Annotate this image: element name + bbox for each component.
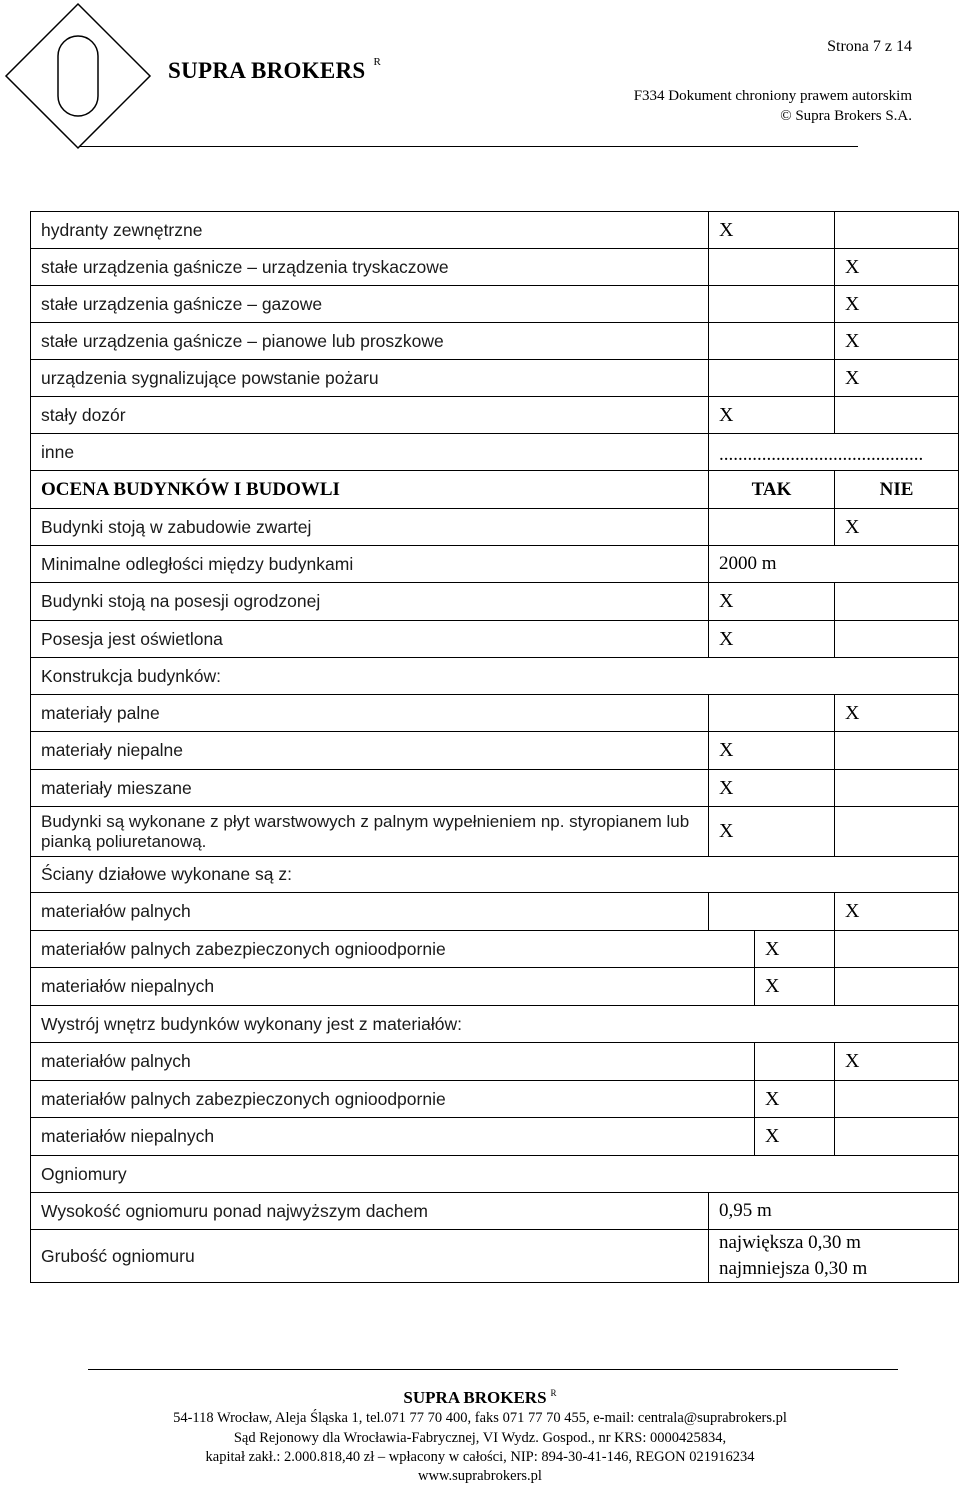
header-info <box>634 86 912 126</box>
nie-cell: X <box>835 695 959 732</box>
thickness-value <box>709 1230 959 1283</box>
row-label: materiałów palnych zabezpieczonych ognioodpornie <box>31 1081 755 1118</box>
nie-cell <box>835 968 959 1006</box>
nie-cell <box>835 583 959 621</box>
tak-cell: X <box>709 732 835 770</box>
table-row <box>31 695 959 732</box>
tak-cell: X <box>709 807 835 857</box>
distance-value: 2000 m <box>709 546 959 583</box>
subsection-row <box>31 1156 959 1193</box>
thickness-max: największa 0,30 m <box>719 1232 861 1253</box>
tak-cell: X <box>755 968 835 1006</box>
height-value: 0,95 m <box>709 1193 959 1230</box>
subsection-label: Ściany działowe wykonane są z: <box>31 857 959 893</box>
tak-cell <box>709 360 835 397</box>
row-label: materiałów palnych <box>31 1043 755 1081</box>
table-row <box>31 360 959 397</box>
row-label: Wysokość ogniomuru ponad najwyższym dachem <box>31 1193 709 1230</box>
nie-cell: X <box>835 509 959 546</box>
footer-registered-mark: R <box>550 1388 557 1399</box>
row-label: hydranty zewnętrzne <box>31 212 709 249</box>
nie-cell <box>835 212 959 249</box>
footer-address: 54-118 Wrocław, Aleja Śląska 1, tel.071 77 70 400, faks 071 77 70 455, e-mail: centrala@suprabrokers.pl <box>173 1410 787 1426</box>
row-label: stałe urządzenia gaśnicze – gazowe <box>31 286 709 323</box>
footer-website: www.suprabrokers.pl <box>418 1468 542 1484</box>
table-row <box>31 770 959 807</box>
nie-cell: X <box>835 249 959 286</box>
row-label: Budynki stoją w zabudowie zwartej <box>31 509 709 546</box>
row-label: Budynki stoją na posesji ogrodzonej <box>31 583 709 621</box>
tak-cell <box>755 1043 835 1081</box>
nie-cell <box>835 1081 959 1118</box>
tak-cell: X <box>709 397 835 434</box>
subsection-label: Ogniomury <box>31 1156 959 1193</box>
row-label: materiałów niepalnych <box>31 968 755 1006</box>
row-label: stałe urządzenia gaśnicze – pianowe lub proszkowe <box>31 323 709 360</box>
subsection-row <box>31 658 959 695</box>
table-row <box>31 509 959 546</box>
table-row <box>31 212 959 249</box>
footer-court: Sąd Rejonowy dla Wrocławia-Fabrycznej, VI Wydz. Gospod., nr KRS: 0000425834, <box>233 1430 727 1446</box>
tak-cell <box>709 323 835 360</box>
footer-capital: kapitał zakł.: 2.000.818,40 zł – wpłacony w całości, NIP: 894-30-41-146, REGON 021916234 <box>205 1449 755 1465</box>
tak-cell <box>709 695 835 732</box>
table-row <box>31 1118 959 1156</box>
row-label: materiałów niepalnych <box>31 1118 755 1156</box>
row-label: Posesja jest oświetlona <box>31 621 709 658</box>
header-brand: SUPRA BROKERS $^R$ <box>168 56 382 83</box>
nie-cell <box>835 807 959 857</box>
table-row <box>31 546 959 583</box>
row-label: materiały niepalne <box>31 732 709 770</box>
tak-cell <box>709 509 835 546</box>
table-row <box>31 1081 959 1118</box>
footer-brand: SUPRA BROKERS $^R$ <box>403 1388 557 1407</box>
tak-cell: X <box>755 1118 835 1156</box>
subsection-row <box>31 1006 959 1043</box>
table-row <box>31 1230 959 1283</box>
table-row <box>31 931 959 968</box>
nie-cell <box>835 397 959 434</box>
footer-divider <box>88 1369 898 1370</box>
doc-label: F334 Dokument chroniony prawem autorskim <box>633 88 912 104</box>
tak-cell: X <box>709 770 835 807</box>
row-label: Budynki są wykonane z płyt warstwowych z palnym wypełnieniem np. styropianem lub pianką poliuretanową. <box>31 807 709 857</box>
tak-cell: X <box>709 583 835 621</box>
nie-cell <box>835 770 959 807</box>
table-row <box>31 397 959 434</box>
table-row <box>31 1043 959 1081</box>
table-row <box>31 434 959 471</box>
tak-cell: X <box>755 931 835 968</box>
tak-cell <box>709 286 835 323</box>
nie-cell: X <box>835 893 959 931</box>
nie-cell: X <box>835 323 959 360</box>
row-label: inne <box>31 434 709 471</box>
tak-cell: X <box>709 621 835 658</box>
assessment-table <box>30 211 959 1283</box>
tak-cell <box>709 893 835 931</box>
nie-cell <box>835 732 959 770</box>
row-label: Grubość ogniomuru <box>31 1230 709 1283</box>
row-label: stały dozór <box>31 397 709 434</box>
table-row <box>31 323 959 360</box>
row-label: materiały mieszane <box>31 770 709 807</box>
nie-cell <box>835 621 959 658</box>
table-row <box>31 286 959 323</box>
table-row <box>31 621 959 658</box>
other-value: ........................................... <box>709 434 959 471</box>
table-row <box>31 1193 959 1230</box>
tak-header: TAK <box>709 471 835 509</box>
page-number: Strona 7 z 14 <box>827 38 912 55</box>
nie-cell: X <box>835 1043 959 1081</box>
subsection-label: Wystrój wnętrz budynków wykonany jest z materiałów: <box>31 1006 959 1043</box>
table-row <box>31 968 959 1006</box>
table-row <box>31 807 959 857</box>
row-label: materiały palne <box>31 695 709 732</box>
copyright: © Supra Brokers S.A. <box>780 108 912 124</box>
nie-header: NIE <box>835 471 959 509</box>
registered-mark: R <box>373 56 382 69</box>
row-label: stałe urządzenia gaśnicze – urządzenia tryskaczowe <box>31 249 709 286</box>
row-label: materiałów palnych <box>31 893 709 931</box>
section-title: OCENA BUDYNKÓW I BUDOWLI <box>31 471 709 509</box>
tak-cell: X <box>709 212 835 249</box>
table-row <box>31 893 959 931</box>
nie-cell <box>835 1118 959 1156</box>
row-label: Minimalne odległości między budynkami <box>31 546 709 583</box>
row-label: materiałów palnych zabezpieczonych ognioodpornie <box>31 931 755 968</box>
thickness-min: najmniejsza 0,30 m <box>719 1258 868 1279</box>
table-row <box>31 583 959 621</box>
subsection-label: Konstrukcja budynków: <box>31 658 959 695</box>
tak-cell: X <box>755 1081 835 1118</box>
company-logo <box>0 0 158 152</box>
header-divider <box>80 146 858 147</box>
table-row <box>31 732 959 770</box>
table-row <box>31 249 959 286</box>
subsection-row <box>31 857 959 893</box>
nie-cell: X <box>835 360 959 397</box>
row-label: urządzenia sygnalizujące powstanie pożaru <box>31 360 709 397</box>
nie-cell <box>835 931 959 968</box>
nie-cell: X <box>835 286 959 323</box>
tak-cell <box>709 249 835 286</box>
section-header-row <box>31 471 959 509</box>
